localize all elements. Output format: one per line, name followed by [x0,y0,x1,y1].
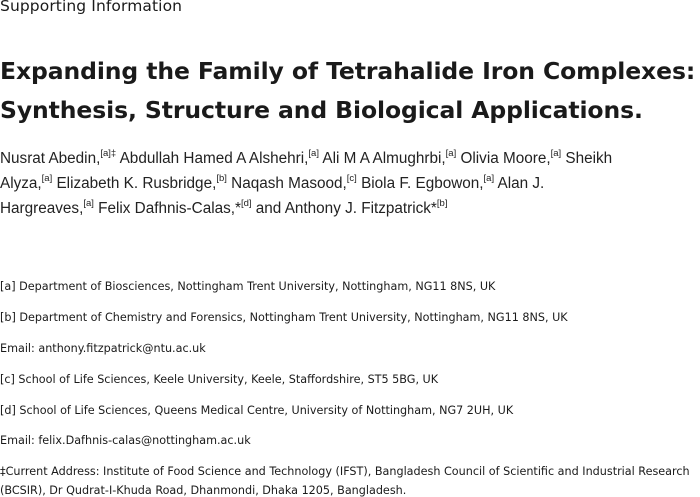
author-name: Biola F. Egbowon, [356,175,484,192]
affiliation-b: [b] Department of Chemistry and Forensics, Nottingham Trent University, Nottingham, NG11 8NS, UK [0,311,568,324]
affiliation-c: [c] School of Life Sciences, Keele University, Keele, Staffordshire, ST5 5BG, UK [0,373,439,386]
author-affiliation-mark: [a] [41,173,53,184]
current-address-line-2: (BCSIR), Dr Qudrat-I-Khuda Road, Dhanmondi, Dhaka 1205, Bangladesh. [0,484,407,497]
author-name: Alyza, [0,175,42,192]
affiliation-d: [d] School of Life Sciences, Queens Medical Centre, University of Nottingham, NG7 2UH, UK [0,404,514,417]
author-affiliation-mark: [a] [83,198,94,209]
author-name: and Anthony J. Fitzpatrick* [251,200,437,217]
author-name: Sheikh [561,150,613,167]
supporting-information-label: Supporting Information [0,0,183,15]
affiliation-a: [a] Department of Biosciences, Nottingham Trent University, Nottingham, NG11 8NS, UK [0,280,496,293]
author-name: Abdullah Hamed A Alshehri, [116,150,309,167]
author-affiliation-mark: [a] [483,173,495,184]
corresponding-email-2: Email: felix.Dafhnis-calas@nottingham.ac.uk [0,434,251,447]
author-name: Naqash Masood, [226,175,347,192]
author-name: Nusrat Abedin, [0,150,101,167]
paper-title-line-2: Synthesis, Structure and Biological Applications. [0,96,643,124]
author-affiliation-mark: [a]‡ [100,148,117,159]
author-line-3 [0,200,447,218]
author-line-2 [0,175,544,193]
author-name: Felix Dafhnis-Calas,* [93,200,241,217]
author-affiliation-mark: [a] [445,148,457,159]
author-affiliation-mark: [a] [308,148,319,159]
corresponding-email-1: Email: anthony.fitzpatrick@ntu.ac.uk [0,342,206,355]
author-name: Elizabeth K. Rusbridge, [52,175,217,192]
author-line-1 [0,150,612,168]
author-affiliation-mark: [a] [550,148,562,159]
author-name: Hargreaves, [0,200,84,217]
author-name: Alan J. [494,175,545,192]
author-name: Olivia Moore, [456,150,551,167]
author-affiliation-mark: [b] [436,198,448,209]
paper-title-line-1: Expanding the Family of Tetrahalide Iron Complexes: [0,57,696,85]
author-affiliation-mark: [c] [346,173,357,184]
author-name: Ali M A Almughrbi, [318,150,446,167]
author-affiliation-mark: [d] [240,198,252,209]
author-affiliation-mark: [b] [216,173,227,184]
current-address-line-1: ‡Current Address: Institute of Food Science and Technology (IFST), Bangladesh Council of Scientific and Industrial Research [0,465,690,478]
